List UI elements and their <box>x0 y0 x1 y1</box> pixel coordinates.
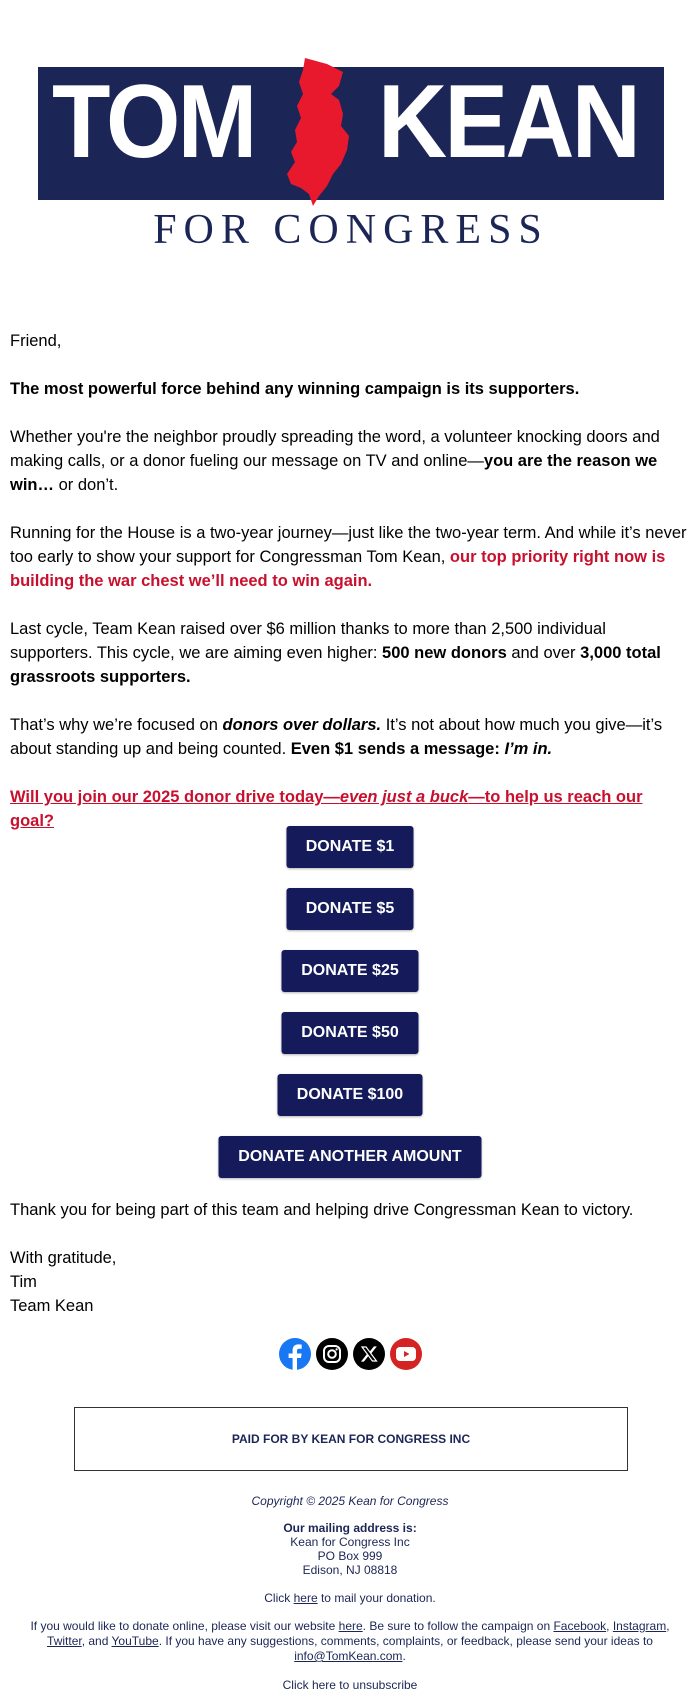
donate-5-button[interactable]: DONATE $5 <box>287 888 414 930</box>
paragraph-goals <box>10 617 690 689</box>
mailing-label: Our mailing address is: <box>283 1521 417 1535</box>
text-span: Last cycle, Team Kean raised over $6 million thanks to more than 2,500 individual supporters. This cycle, we are aiming even higher: <box>10 620 606 662</box>
letter-closing <box>10 1198 690 1318</box>
text-span: Whether you're the neighbor proudly spreading the word, a volunteer knocking doors and making calls, or a donor fueling our message on TV and online— <box>10 428 660 470</box>
text-span-bold-italic: donors over dollars. <box>222 716 382 734</box>
text-span-bold: Even $1 sends a message: <box>290 740 505 758</box>
paragraph-priority <box>10 521 690 593</box>
youtube-link[interactable]: YouTube <box>111 1634 159 1648</box>
paragraph-supporters <box>10 425 690 497</box>
text-span: , and <box>81 1634 112 1648</box>
paragraph-donors-over-dollars <box>10 713 690 761</box>
thanks-line: Thank you for being part of this team and helping drive Congressman Kean to victory. <box>10 1201 634 1219</box>
donate-1-button[interactable]: DONATE $1 <box>287 826 414 868</box>
address-line-1: Kean for Congress Inc <box>290 1535 410 1549</box>
cta-link-part-italic[interactable]: even just a buck <box>339 788 469 806</box>
letter-body <box>10 329 690 857</box>
text-span: Click <box>264 1591 294 1605</box>
text-span: . <box>402 1649 406 1663</box>
x-icon[interactable] <box>353 1338 385 1370</box>
twitter-link[interactable]: Twitter <box>47 1634 82 1648</box>
youtube-icon[interactable] <box>390 1338 422 1370</box>
headline: The most powerful force behind any winning campaign is its supporters. <box>10 380 580 398</box>
new-jersey-state-icon <box>283 56 353 208</box>
text-span: . Be sure to follow the campaign on <box>362 1619 554 1633</box>
address-line-2: PO Box 999 <box>317 1549 383 1563</box>
text-span: , <box>606 1619 613 1633</box>
email-link[interactable]: info@TomKean.com <box>294 1649 403 1663</box>
text-span-bold: you are the reason we win… <box>10 452 658 494</box>
logo-subtitle: FOR CONGRESS <box>153 207 549 253</box>
signature-team: Team Kean <box>10 1297 94 1315</box>
mail-donation-link[interactable]: here <box>293 1591 318 1605</box>
text-span: or don’t. <box>54 476 119 494</box>
cta-link-part[interactable]: Will you join our 2025 donor drive today— <box>10 788 340 806</box>
unsubscribe-link[interactable]: Click here to unsubscribe <box>282 1678 418 1692</box>
campaign-logo <box>38 56 664 256</box>
logo-first-name: TOM <box>52 64 255 180</box>
donate-100-button[interactable]: DONATE $100 <box>278 1074 423 1116</box>
signoff: With gratitude, <box>10 1249 117 1267</box>
logo-last-name: KEAN <box>378 64 639 180</box>
text-span-red: our top priority right now is building the war chest we’ll need to win again <box>10 548 666 590</box>
cta-link-part[interactable]: —to help us reach our goal? <box>10 788 643 830</box>
donate-online-paragraph <box>20 1619 680 1664</box>
text-span-bold: 500 new donors <box>382 644 507 662</box>
paid-for-disclaimer: PAID FOR BY KEAN FOR CONGRESS INC <box>74 1407 628 1471</box>
mail-donation-line <box>20 1591 680 1606</box>
signature-name: Tim <box>10 1273 37 1291</box>
donate-other-amount-button[interactable]: DONATE ANOTHER AMOUNT <box>219 1136 482 1178</box>
text-span-red: . <box>367 572 373 590</box>
text-span: and over <box>506 644 581 662</box>
text-span: If you would like to donate online, please visit our website <box>30 1619 339 1633</box>
donate-50-button[interactable]: DONATE $50 <box>282 1012 419 1054</box>
text-span-bold: 3,000 total grassroots supporters. <box>10 644 661 686</box>
text-span: That’s why we’re focused on <box>10 716 223 734</box>
instagram-icon[interactable] <box>316 1338 348 1370</box>
social-links <box>0 1338 700 1370</box>
text-span: . If you have any suggestions, comments, complaints, or feedback, please send your ideas to <box>158 1634 653 1648</box>
facebook-icon[interactable] <box>279 1338 311 1370</box>
text-span: Running for the House is a two-year journey—just like the two-year term. And while it’s never too early to show your support for Congressman Tom Kean, <box>10 524 687 566</box>
address-line-3: Edison, NJ 08818 <box>302 1563 398 1577</box>
text-span: It’s not about how much you give—it’s about standing up and being counted. <box>10 716 663 758</box>
text-span-bold-italic: I’m in. <box>504 740 553 758</box>
facebook-link[interactable]: Facebook <box>553 1619 607 1633</box>
text-span: , <box>666 1619 670 1633</box>
donate-25-button[interactable]: DONATE $25 <box>282 950 419 992</box>
website-link[interactable]: here <box>338 1619 363 1633</box>
text-span: to mail your donation. <box>317 1591 436 1605</box>
copyright: Copyright © 2025 Kean for Congress <box>251 1494 449 1508</box>
instagram-link[interactable]: Instagram <box>612 1619 667 1633</box>
greeting: Friend, <box>10 332 62 350</box>
